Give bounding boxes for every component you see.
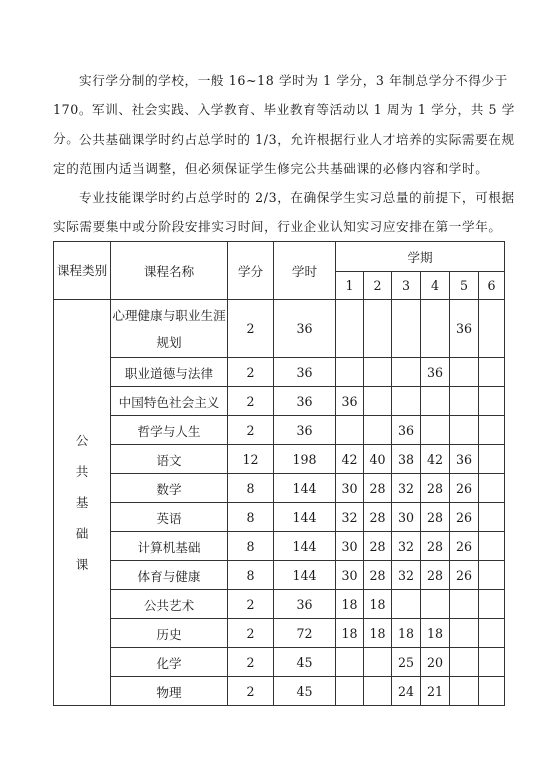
table-row — [54, 561, 505, 590]
hours-cell: 45 — [274, 677, 336, 706]
term-5-cell — [450, 387, 479, 416]
term-4-cell: 18 — [421, 619, 450, 648]
term-3-cell: 25 — [392, 648, 421, 677]
term-5-cell — [450, 416, 479, 445]
term-6-cell — [479, 648, 505, 677]
term-3-cell — [392, 300, 421, 358]
term-6-cell — [479, 590, 505, 619]
term-4-cell: 28 — [421, 503, 450, 532]
category-char: 课 — [75, 557, 89, 572]
term-4-cell — [421, 387, 450, 416]
term-5-cell: 26 — [450, 561, 479, 590]
hours-cell: 144 — [274, 503, 336, 532]
term-2-cell — [364, 648, 392, 677]
term-1-cell: 30 — [336, 532, 364, 561]
term-5-cell: 36 — [450, 300, 479, 358]
table-row — [54, 358, 505, 387]
term-4-cell: 36 — [421, 358, 450, 387]
credit-cell: 8 — [228, 561, 274, 590]
category-char: 基 — [75, 495, 89, 510]
header-hours: 学时 — [274, 242, 336, 300]
term-5-cell: 26 — [450, 532, 479, 561]
term-5-cell — [450, 619, 479, 648]
term-2-cell: 28 — [364, 561, 392, 590]
term-5-cell — [450, 648, 479, 677]
term-6-cell — [479, 532, 505, 561]
hours-cell: 36 — [274, 387, 336, 416]
table-row — [54, 387, 505, 416]
term-3-cell: 30 — [392, 503, 421, 532]
term-1-cell — [336, 648, 364, 677]
course-name-cell: 英语 — [111, 503, 228, 532]
term-1-cell — [336, 416, 364, 445]
credit-cell: 2 — [228, 590, 274, 619]
category-char: 公 — [75, 433, 89, 448]
term-4-cell: 21 — [421, 677, 450, 706]
term-4-cell: 28 — [421, 532, 450, 561]
term-4-cell — [421, 300, 450, 358]
header-term-1: 1 — [336, 272, 364, 300]
credit-cell: 8 — [228, 532, 274, 561]
credit-cell: 2 — [228, 358, 274, 387]
term-1-cell: 30 — [336, 474, 364, 503]
credit-cell: 2 — [228, 677, 274, 706]
term-5-cell: 36 — [450, 445, 479, 474]
term-2-cell — [364, 358, 392, 387]
table-row — [54, 416, 505, 445]
term-6-cell — [479, 503, 505, 532]
term-5-cell — [450, 590, 479, 619]
term-2-cell — [364, 416, 392, 445]
term-4-cell: 28 — [421, 474, 450, 503]
term-1-cell: 36 — [336, 387, 364, 416]
course-name-cell: 职业道德与法律 — [111, 358, 228, 387]
term-6-cell — [479, 619, 505, 648]
credit-cell: 2 — [228, 648, 274, 677]
table-row — [54, 532, 505, 561]
table-row — [54, 619, 505, 648]
term-1-cell — [336, 677, 364, 706]
term-5-cell — [450, 677, 479, 706]
term-3-cell: 38 — [392, 445, 421, 474]
term-3-cell: 24 — [392, 677, 421, 706]
term-5-cell: 26 — [450, 474, 479, 503]
term-3-cell: 18 — [392, 619, 421, 648]
table-row — [54, 445, 505, 474]
term-6-cell — [479, 474, 505, 503]
table-row — [54, 590, 505, 619]
course-name-cell: 公共艺术 — [111, 590, 228, 619]
header-term-5: 5 — [450, 272, 479, 300]
term-2-cell — [364, 677, 392, 706]
term-2-cell: 28 — [364, 474, 392, 503]
category-char: 础 — [75, 526, 89, 541]
hours-cell: 144 — [274, 474, 336, 503]
header-term-4: 4 — [421, 272, 450, 300]
term-6-cell — [479, 300, 505, 358]
term-3-cell — [392, 358, 421, 387]
header-course-name: 课程名称 — [111, 242, 228, 300]
term-3-cell: 36 — [392, 416, 421, 445]
hours-cell: 36 — [274, 416, 336, 445]
term-3-cell: 32 — [392, 474, 421, 503]
hours-cell: 72 — [274, 619, 336, 648]
hours-cell: 144 — [274, 532, 336, 561]
term-1-cell: 30 — [336, 561, 364, 590]
hours-cell: 36 — [274, 358, 336, 387]
term-6-cell — [479, 358, 505, 387]
table-row — [54, 677, 505, 706]
term-4-cell: 28 — [421, 561, 450, 590]
credit-cell: 2 — [228, 300, 274, 358]
header-term: 学期 — [336, 242, 505, 272]
credit-cell: 12 — [228, 445, 274, 474]
course-name-cell: 哲学与人生 — [111, 416, 228, 445]
term-1-cell: 18 — [336, 590, 364, 619]
header-term-3: 3 — [392, 272, 421, 300]
term-3-cell: 32 — [392, 532, 421, 561]
paragraph-credit-rules: 实行学分制的学校，一般 16~18 学时为 1 学分，3 年制总学分不得少于 170。军训、社会实践、入学教育、毕业教育等活动以 1 周为 1 学分，共 5 学分。 — [53, 73, 515, 146]
term-5-cell — [450, 358, 479, 387]
paragraph-professional-courses: 专业技能课学时约占总学时的 2/3，在确保学生实习总量的前提下，可根据实际需要集中或分阶段安排实习时间，行业企业认知实习应安排在第一学年。 — [53, 190, 515, 234]
term-2-cell: 28 — [364, 503, 392, 532]
category-cell — [54, 300, 111, 706]
term-2-cell: 18 — [364, 619, 392, 648]
hours-cell: 36 — [274, 300, 336, 358]
course-name-cell: 体育与健康 — [111, 561, 228, 590]
term-3-cell — [392, 590, 421, 619]
term-2-cell — [364, 300, 392, 358]
term-1-cell: 32 — [336, 503, 364, 532]
term-2-cell — [364, 387, 392, 416]
credit-cell: 2 — [228, 387, 274, 416]
term-6-cell — [479, 677, 505, 706]
term-1-cell — [336, 358, 364, 387]
term-2-cell: 40 — [364, 445, 392, 474]
term-1-cell: 42 — [336, 445, 364, 474]
paragraph-public-basic-courses: 公共基础课学时约占总学时的 1/3，允许根据行业人才培养的实际需要在规定的范围内适当调整，但必须保证学生修完公共基础课的必修内容和学时。 — [53, 132, 515, 176]
term-6-cell — [479, 387, 505, 416]
hours-cell: 198 — [274, 445, 336, 474]
term-6-cell — [479, 561, 505, 590]
course-name-cell: 历史 — [111, 619, 228, 648]
table-row — [54, 474, 505, 503]
term-3-cell: 32 — [392, 561, 421, 590]
term-6-cell — [479, 416, 505, 445]
term-6-cell — [479, 445, 505, 474]
term-2-cell: 18 — [364, 590, 392, 619]
hours-cell: 36 — [274, 590, 336, 619]
header-term-6: 6 — [479, 272, 505, 300]
category-char: 共 — [75, 464, 89, 479]
course-name-cell: 语文 — [111, 445, 228, 474]
course-table — [53, 241, 505, 706]
table-row — [54, 503, 505, 532]
term-2-cell: 28 — [364, 532, 392, 561]
term-4-cell: 20 — [421, 648, 450, 677]
term-4-cell — [421, 590, 450, 619]
table-row — [54, 300, 505, 358]
term-3-cell — [392, 387, 421, 416]
term-5-cell: 26 — [450, 503, 479, 532]
term-1-cell — [336, 300, 364, 358]
course-name-cell: 中国特色社会主义 — [111, 387, 228, 416]
hours-cell: 144 — [274, 561, 336, 590]
header-credit: 学分 — [228, 242, 274, 300]
credit-cell: 2 — [228, 619, 274, 648]
term-4-cell — [421, 416, 450, 445]
term-4-cell: 42 — [421, 445, 450, 474]
table-row — [54, 648, 505, 677]
hours-cell: 45 — [274, 648, 336, 677]
term-1-cell: 18 — [336, 619, 364, 648]
course-name-cell: 物理 — [111, 677, 228, 706]
header-category: 课程类别 — [54, 242, 111, 300]
course-name-cell: 心理健康与职业生涯规划 — [111, 300, 228, 358]
header-term-2: 2 — [364, 272, 392, 300]
course-name-cell: 数学 — [111, 474, 228, 503]
course-name-cell: 计算机基础 — [111, 532, 228, 561]
credit-cell: 8 — [228, 503, 274, 532]
credit-cell: 8 — [228, 474, 274, 503]
credit-cell: 2 — [228, 416, 274, 445]
course-name-cell: 化学 — [111, 648, 228, 677]
